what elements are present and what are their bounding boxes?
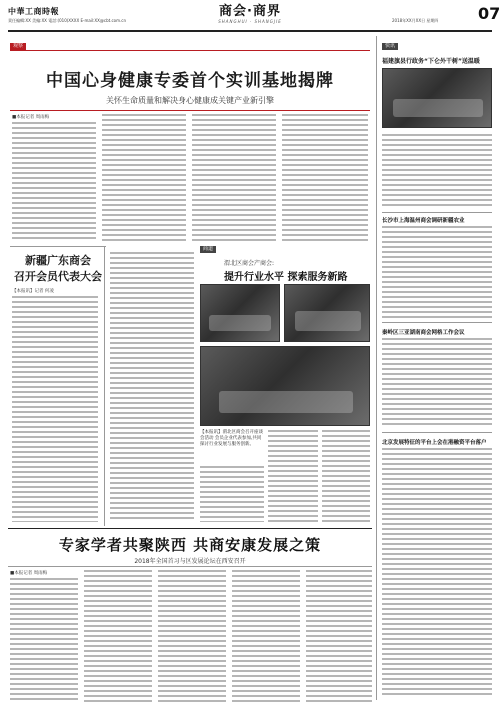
photo-meeting-table [219,391,353,413]
masthead-meta-right: 2018年XX月XX日 星期四 [392,18,439,23]
guangdong-byline: 【本报讯】记者 何凌 [12,289,54,294]
feature-headline: 提升行业水平 探索服务新路 [224,272,348,283]
photo-audience [295,311,361,331]
lead-body-col-2 [102,114,186,242]
sidebar-body-3 [382,338,492,428]
sidebar-body-4 [382,448,492,698]
bottom-byline: ■本报记者 周雨梅 [10,571,48,576]
sidebar-body-2 [382,226,492,318]
lead-top-rule [10,50,370,51]
sidebar-rule-3 [382,432,492,433]
feature-body-col-2 [322,430,370,522]
guangdong-body-col-2 [110,252,194,522]
masthead-brand: 中華工商時報 [8,7,59,16]
photo-group [393,99,483,117]
feature-kicker: 渭北区商会产商会: [224,260,275,267]
sidebar-headline-3: 秦岭区三亚湖南商会网格工作会议 [382,330,465,336]
column-divider [104,246,105,526]
lead-subheadline: 关怀生命质量和解决身心健康成关键产业新引擎 [106,96,274,105]
feature-body-col-0 [200,466,264,522]
photo-table [209,315,271,331]
sidebar-divider [376,36,377,700]
guangdong-headline-2: 召开会员代表大会 [14,270,102,283]
sidebar-body-1 [382,134,492,206]
bottom-body-col-2 [84,570,152,702]
lead-byline: ■本报记者 周雨梅 [12,115,50,120]
feature-body-col-1 [268,430,318,522]
feature-photo-2 [284,284,370,342]
masthead-meta-left: 責任編輯:XX 美編:XX 電話:(010)XXXX E-mail:XX@cbt.com.cn [8,18,127,23]
feature-photo-3 [200,346,370,426]
bottom-sub-rule [8,566,372,567]
sidebar-tag: 快讯 [382,43,398,50]
bottom-body-col-5 [306,570,372,702]
feature-tag: 商道 [200,246,216,253]
guangdong-top-rule [10,246,106,247]
feature-photo-1 [200,284,280,342]
section-title: 商会·商界 [219,4,281,19]
sidebar-photo [382,68,492,128]
guangdong-headline-1: 新疆广东商会 [25,254,91,267]
section-header [198,4,302,24]
bottom-subheadline: 2018年全国首习与区发展论坛在西安召开 [134,558,246,565]
header-rule [8,30,492,32]
lead-tag: 观察 [10,43,26,50]
page-number: 07 [478,4,500,23]
bottom-body-col-3 [158,570,226,702]
bottom-body-col-4 [232,570,300,702]
bottom-headline: 专家学者共聚陕西 共商安康发展之策 [58,536,322,554]
lead-headline: 中国心身健康专委首个实训基地揭牌 [46,71,334,91]
section-title-en: SHANGHUI · SHANGJIE [218,19,282,24]
sidebar-headline-1: 福建旗县行政务“下仑外干树”送温暖 [382,58,480,65]
feature-caption: 【本报讯】渭北区商会召开座谈会活动 会员企业代表参加,共同探讨行业发展与服务创新。 [200,430,263,447]
sidebar-headline-2: 长沙市上海温州商会调研新疆农业 [382,218,465,224]
lead-divider [10,110,370,111]
sidebar-rule-1 [382,212,492,213]
lead-body-col-1 [12,122,96,242]
guangdong-body-col-1 [12,296,98,522]
lead-body-col-3 [192,114,276,242]
sidebar-rule-2 [382,322,492,323]
bottom-top-rule [8,528,372,529]
lead-body-col-4 [282,114,368,242]
bottom-body-col-1 [10,578,78,702]
sidebar-headline-4: 北京发展特征的平台上会在港融资平台落户 [382,440,487,446]
